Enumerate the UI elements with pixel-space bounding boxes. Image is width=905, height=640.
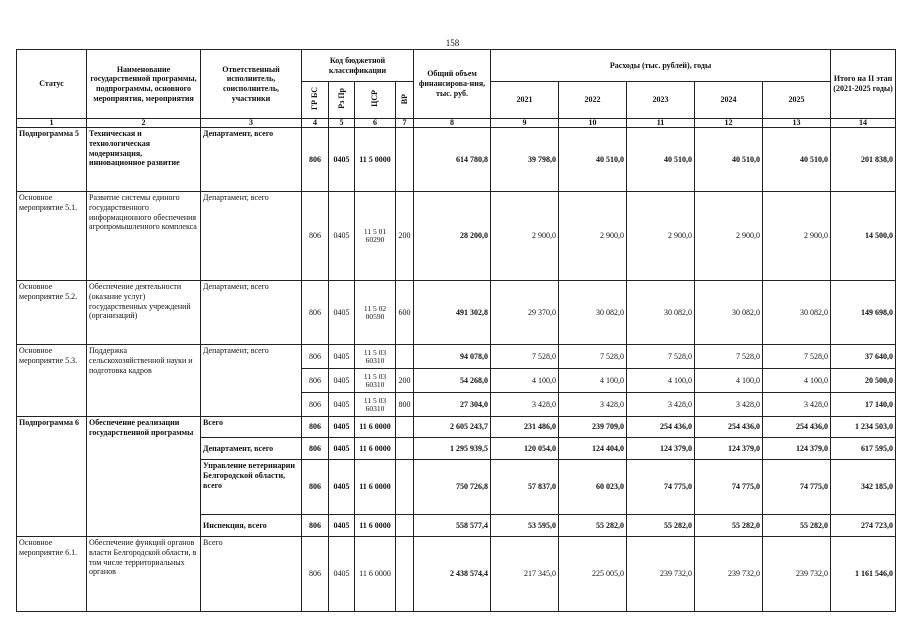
- header-year-2021: 2021: [491, 82, 559, 119]
- col-num: 3: [201, 119, 302, 128]
- year-2023-cell: 7 528,0: [627, 345, 695, 369]
- year-2025-cell: 4 100,0: [763, 369, 831, 393]
- year-2024-cell: 254 436,0: [695, 417, 763, 438]
- stage-total-cell: 617 595,0: [831, 438, 896, 460]
- status-cell: Основное мероприятие 5.3.: [17, 345, 87, 417]
- header-expenses: Расходы (тыс. рублей), годы: [491, 50, 831, 82]
- rzpr-cell: 0405: [329, 393, 355, 417]
- year-2022-cell: 124 404,0: [559, 438, 627, 460]
- executor-cell: Департамент, всего: [201, 128, 302, 192]
- table-row: [17, 345, 896, 369]
- stage-total-cell: 37 640,0: [831, 345, 896, 369]
- year-2023-cell: 4 100,0: [627, 369, 695, 393]
- csr-cell: 11 6 0000: [355, 460, 396, 515]
- col-num: 10: [559, 119, 627, 128]
- rzpr-cell: 0405: [329, 537, 355, 612]
- year-2024-cell: 74 775,0: [695, 460, 763, 515]
- year-2025-cell: 239 732,0: [763, 537, 831, 612]
- col-num: 2: [87, 119, 201, 128]
- total-cell: 614 780,8: [414, 128, 491, 192]
- status-cell: Подпрограмма 5: [17, 128, 87, 192]
- executor-cell: Всего: [201, 417, 302, 438]
- header-budget-code: Код бюджетной классификации: [302, 50, 414, 82]
- col-num: 9: [491, 119, 559, 128]
- header-vr-label: ВР: [399, 93, 409, 104]
- grbs-cell: 806: [302, 369, 329, 393]
- executor-cell: Управление ветеринарии Белгородской области, всего: [201, 460, 302, 515]
- year-2022-cell: 4 100,0: [559, 369, 627, 393]
- table-row: [17, 128, 896, 192]
- grbs-cell: 806: [302, 345, 329, 369]
- stage-total-cell: 149 698,0: [831, 281, 896, 345]
- executor-cell: Департамент, всего: [201, 192, 302, 281]
- year-2023-cell: 74 775,0: [627, 460, 695, 515]
- status-cell: Основное мероприятие 5.1.: [17, 192, 87, 281]
- total-cell: 491 302,8: [414, 281, 491, 345]
- year-2025-cell: 3 428,0: [763, 393, 831, 417]
- year-2024-cell: 55 282,0: [695, 515, 763, 537]
- year-2025-cell: 30 082,0: [763, 281, 831, 345]
- executor-cell: Инспекция, всего: [201, 515, 302, 537]
- vr-cell: [396, 438, 414, 460]
- header-year-2024: 2024: [695, 82, 763, 119]
- year-2022-cell: 3 428,0: [559, 393, 627, 417]
- grbs-cell: 806: [302, 515, 329, 537]
- vr-cell: [396, 345, 414, 369]
- rzpr-cell: 0405: [329, 438, 355, 460]
- column-number-row: [17, 119, 896, 128]
- table-row: [17, 192, 896, 281]
- rzpr-cell: 0405: [329, 417, 355, 438]
- grbs-cell: 806: [302, 281, 329, 345]
- rzpr-cell: 0405: [329, 345, 355, 369]
- year-2023-cell: 30 082,0: [627, 281, 695, 345]
- year-2022-cell: 55 282,0: [559, 515, 627, 537]
- year-2024-cell: 124 379,0: [695, 438, 763, 460]
- year-2023-cell: 3 428,0: [627, 393, 695, 417]
- year-2022-cell: 40 510,0: [559, 128, 627, 192]
- vr-cell: [396, 460, 414, 515]
- year-2021-cell: 29 370,0: [491, 281, 559, 345]
- total-cell: 27 304,0: [414, 393, 491, 417]
- csr-cell: 11 5 03 60310: [355, 345, 396, 369]
- rzpr-cell: 0405: [329, 369, 355, 393]
- header-rzpr: [329, 82, 355, 119]
- status-cell: Подпрограмма 6: [17, 417, 87, 537]
- vr-cell: [396, 417, 414, 438]
- csr-cell: 11 5 0000: [355, 128, 396, 192]
- year-2023-cell: 40 510,0: [627, 128, 695, 192]
- total-cell: 558 577,4: [414, 515, 491, 537]
- grbs-cell: 806: [302, 128, 329, 192]
- executor-cell: Департамент, всего: [201, 438, 302, 460]
- csr-cell: 11 6 0000: [355, 417, 396, 438]
- year-2024-cell: 3 428,0: [695, 393, 763, 417]
- year-2025-cell: 124 379,0: [763, 438, 831, 460]
- year-2023-cell: 124 379,0: [627, 438, 695, 460]
- year-2023-cell: 55 282,0: [627, 515, 695, 537]
- table-row: [17, 281, 896, 345]
- table-row: [17, 537, 896, 612]
- year-2025-cell: 2 900,0: [763, 192, 831, 281]
- year-2023-cell: 2 900,0: [627, 192, 695, 281]
- csr-cell: 11 6 0000: [355, 515, 396, 537]
- year-2024-cell: 2 900,0: [695, 192, 763, 281]
- year-2025-cell: 7 528,0: [763, 345, 831, 369]
- vr-cell: [396, 537, 414, 612]
- year-2024-cell: 30 082,0: [695, 281, 763, 345]
- grbs-cell: 806: [302, 460, 329, 515]
- year-2021-cell: 57 837,0: [491, 460, 559, 515]
- year-2021-cell: 217 345,0: [491, 537, 559, 612]
- year-2023-cell: 254 436,0: [627, 417, 695, 438]
- col-num: 1: [17, 119, 87, 128]
- total-cell: 54 268,0: [414, 369, 491, 393]
- rzpr-cell: 0405: [329, 515, 355, 537]
- col-num: 12: [695, 119, 763, 128]
- grbs-cell: 806: [302, 537, 329, 612]
- executor-cell: Департамент, всего: [201, 281, 302, 345]
- name-cell: Поддержка сельскохозяйственной науки и подготовка кадров: [87, 345, 201, 417]
- year-2022-cell: 7 528,0: [559, 345, 627, 369]
- col-num: 13: [763, 119, 831, 128]
- total-cell: 2 438 574,4: [414, 537, 491, 612]
- name-cell: Обеспечение функций органов власти Белгородской области, в том числе территориальных органов: [87, 537, 201, 612]
- stage-total-cell: 274 723,0: [831, 515, 896, 537]
- year-2022-cell: 60 023,0: [559, 460, 627, 515]
- csr-cell: 11 6 0000: [355, 438, 396, 460]
- header-total-volume: Общий объем финансирова-ния, тыс. руб.: [414, 50, 491, 119]
- stage-total-cell: 201 838,0: [831, 128, 896, 192]
- year-2024-cell: 4 100,0: [695, 369, 763, 393]
- csr-cell: 11 5 02 00590: [355, 281, 396, 345]
- header-year-2025: 2025: [763, 82, 831, 119]
- total-cell: 1 295 939,5: [414, 438, 491, 460]
- total-cell: 2 605 243,7: [414, 417, 491, 438]
- stage-total-cell: 1 234 503,0: [831, 417, 896, 438]
- col-num: 6: [355, 119, 396, 128]
- rzpr-cell: 0405: [329, 128, 355, 192]
- year-2023-cell: 239 732,0: [627, 537, 695, 612]
- header-grbs-label: ГР БС: [310, 87, 320, 111]
- vr-cell: [396, 515, 414, 537]
- csr-cell: 11 5 01 60290: [355, 192, 396, 281]
- vr-cell: 200: [396, 369, 414, 393]
- stage-total-cell: 20 500,0: [831, 369, 896, 393]
- year-2021-cell: 231 486,0: [491, 417, 559, 438]
- header-executor: Ответственный исполнитель, соисполнитель, участники: [201, 50, 302, 119]
- year-2021-cell: 120 054,0: [491, 438, 559, 460]
- year-2025-cell: 55 282,0: [763, 515, 831, 537]
- year-2024-cell: 40 510,0: [695, 128, 763, 192]
- year-2021-cell: 2 900,0: [491, 192, 559, 281]
- header-grbs: [302, 82, 329, 119]
- header-csr-label: ЦСР: [370, 90, 380, 108]
- col-num: 4: [302, 119, 329, 128]
- header-rzpr-label: Рз Пр: [336, 88, 346, 110]
- year-2025-cell: 74 775,0: [763, 460, 831, 515]
- year-2025-cell: 254 436,0: [763, 417, 831, 438]
- year-2021-cell: 7 528,0: [491, 345, 559, 369]
- year-2022-cell: 30 082,0: [559, 281, 627, 345]
- rzpr-cell: 0405: [329, 281, 355, 345]
- col-num: 7: [396, 119, 414, 128]
- col-num: 8: [414, 119, 491, 128]
- col-num: 11: [627, 119, 695, 128]
- year-2021-cell: 4 100,0: [491, 369, 559, 393]
- name-cell: Обеспечение реализации государственной программы: [87, 417, 201, 537]
- total-cell: 750 726,8: [414, 460, 491, 515]
- page-number: 158: [445, 38, 460, 48]
- vr-cell: [396, 128, 414, 192]
- year-2024-cell: 7 528,0: [695, 345, 763, 369]
- year-2021-cell: 3 428,0: [491, 393, 559, 417]
- table-row: [17, 417, 896, 438]
- name-cell: Развитие системы единого государственного информационного обеспечения агропромышленного комплекса: [87, 192, 201, 281]
- header-year-2022: 2022: [559, 82, 627, 119]
- grbs-cell: 806: [302, 393, 329, 417]
- year-2021-cell: 39 798,0: [491, 128, 559, 192]
- executor-cell: Департамент, всего: [201, 345, 302, 417]
- year-2024-cell: 239 732,0: [695, 537, 763, 612]
- year-2022-cell: 2 900,0: [559, 192, 627, 281]
- vr-cell: 600: [396, 281, 414, 345]
- total-cell: 28 200,0: [414, 192, 491, 281]
- executor-cell: Всего: [201, 537, 302, 612]
- name-cell: Техническая и технологическая модернизация, инновационное развитие: [87, 128, 201, 192]
- stage-total-cell: 14 500,0: [831, 192, 896, 281]
- budget-table: [16, 49, 896, 612]
- year-2025-cell: 40 510,0: [763, 128, 831, 192]
- year-2022-cell: 225 005,0: [559, 537, 627, 612]
- header-csr: [355, 82, 396, 119]
- header-stage-total: Итого на II этап (2021-2025 годы): [831, 50, 896, 119]
- grbs-cell: 806: [302, 417, 329, 438]
- total-cell: 94 078,0: [414, 345, 491, 369]
- rzpr-cell: 0405: [329, 192, 355, 281]
- vr-cell: 200: [396, 192, 414, 281]
- vr-cell: 800: [396, 393, 414, 417]
- header-name: Наименование государственной программы, подпрограммы, основного мероприятия, мероприятия: [87, 50, 201, 119]
- grbs-cell: 806: [302, 192, 329, 281]
- stage-total-cell: 342 185,0: [831, 460, 896, 515]
- header-row-1: [17, 50, 896, 82]
- csr-cell: 11 6 0000: [355, 537, 396, 612]
- col-num: 5: [329, 119, 355, 128]
- csr-cell: 11 5 03 60310: [355, 393, 396, 417]
- header-vr: [396, 82, 414, 119]
- grbs-cell: 806: [302, 438, 329, 460]
- header-year-2023: 2023: [627, 82, 695, 119]
- year-2022-cell: 239 709,0: [559, 417, 627, 438]
- header-status: Статус: [17, 50, 87, 119]
- rzpr-cell: 0405: [329, 460, 355, 515]
- year-2021-cell: 53 595,0: [491, 515, 559, 537]
- csr-cell: 11 5 03 60310: [355, 369, 396, 393]
- col-num: 14: [831, 119, 896, 128]
- name-cell: Обеспечение деятельности (оказание услуг) государственных учреждений (организаций): [87, 281, 201, 345]
- status-cell: Основное мероприятие 6.1.: [17, 537, 87, 612]
- stage-total-cell: 17 140,0: [831, 393, 896, 417]
- stage-total-cell: 1 161 546,0: [831, 537, 896, 612]
- status-cell: Основное мероприятие 5.2.: [17, 281, 87, 345]
